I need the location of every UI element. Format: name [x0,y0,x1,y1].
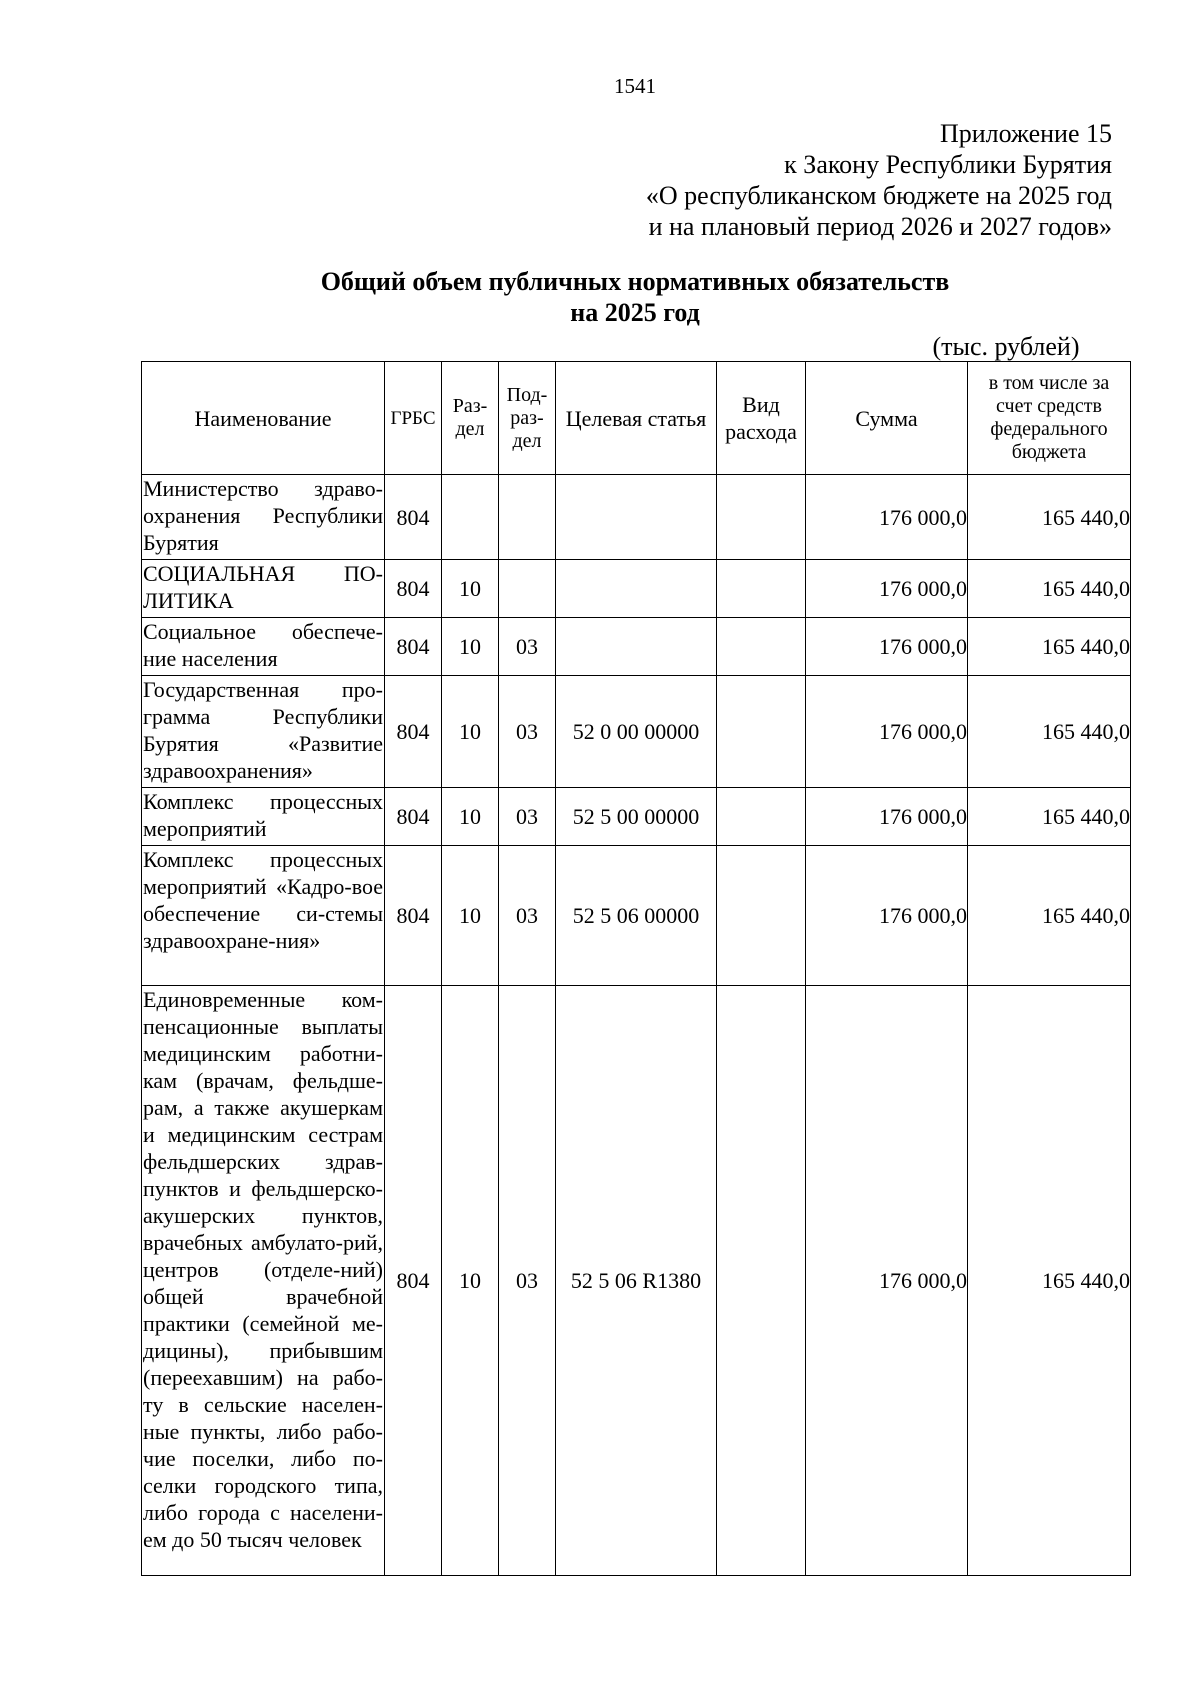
cell-sum: 176 000,0 [806,986,968,1576]
table-row [142,618,1131,676]
cell-razdel: 10 [442,986,499,1576]
cell-vid [717,560,806,618]
appendix-line-4: и на плановый период 2026 и 2027 годов» [648,212,1112,241]
table-header-row [142,362,1131,475]
cell-sum: 176 000,0 [806,846,968,986]
header-sum: Сумма [806,362,968,475]
table-row [142,560,1131,618]
cell-sum: 176 000,0 [806,676,968,788]
cell-grbs: 804 [385,846,442,986]
page-number: 1541 [614,74,656,98]
cell-grbs: 804 [385,986,442,1576]
cell-vid [717,475,806,560]
appendix-line-3: «О республиканском бюджете на 2025 год [645,181,1112,210]
cell-name: Социальное обеспече-ние населения [142,618,385,676]
cell-vid [717,788,806,846]
header-target: Целевая статья [556,362,717,475]
obligations-table [141,361,1131,1576]
table-row [142,846,1131,986]
header-federal: в том числе за счет средств федерального бюджета [968,362,1131,475]
cell-podrazdel: 03 [499,676,556,788]
cell-vid [717,676,806,788]
cell-razdel: 10 [442,560,499,618]
cell-vid [717,986,806,1576]
cell-podrazdel [499,475,556,560]
cell-target: 52 5 06 00000 [556,846,717,986]
cell-target [556,560,717,618]
header-razdel: Раз- дел [442,362,499,475]
cell-razdel [442,475,499,560]
cell-sum: 176 000,0 [806,788,968,846]
header-name: Наименование [142,362,385,475]
cell-podrazdel: 03 [499,986,556,1576]
cell-federal: 165 440,0 [968,475,1131,560]
cell-name: СОЦИАЛЬНАЯ ПО-ЛИТИКА [142,560,385,618]
cell-vid [717,618,806,676]
table-row [142,986,1131,1576]
title-line-1: Общий объем публичных нормативных обязательств [320,267,950,296]
cell-grbs: 804 [385,676,442,788]
cell-grbs: 804 [385,618,442,676]
units-note: (тыс. рублей) [932,332,1080,361]
cell-razdel: 10 [442,676,499,788]
cell-podrazdel: 03 [499,618,556,676]
cell-grbs: 804 [385,788,442,846]
cell-podrazdel: 03 [499,846,556,986]
cell-federal: 165 440,0 [968,560,1131,618]
cell-name: Единовременные ком-пенсационные выплаты медицинским работни-кам (врачам, фельдше-рам, а также акушеркам и медицинским сестрам фельдшерских здрав-пунктов и фельдшерско-акушерских пунктов, врачебных амбулато-рий, центров (отделе-ний) общей врачебной практики (семейной ме-дицины), прибывшим (переехавшим) на рабо-ту в сельские населен-ные пункты, либо рабо-чие поселки, либо по-селки городского типа, либо города с населени-ем до 50 тысяч человек [142,986,385,1576]
cell-razdel: 10 [442,618,499,676]
cell-target: 52 5 00 00000 [556,788,717,846]
cell-federal: 165 440,0 [968,618,1131,676]
cell-vid [717,846,806,986]
cell-sum: 176 000,0 [806,475,968,560]
header-grbs: ГРБС [385,362,442,475]
cell-name: Государственная про-грамма Республики Бурятия «Развитие здравоохранения» [142,676,385,788]
cell-grbs: 804 [385,475,442,560]
cell-name: Комплекс процессных мероприятий «Кадро-вое обеспечение си-стемы здравоохране-ния» [142,846,385,986]
cell-sum: 176 000,0 [806,618,968,676]
header-podrazdel: Под- раз- дел [499,362,556,475]
appendix-line-2: к Закону Республики Бурятия [784,150,1112,179]
table-row [142,788,1131,846]
cell-sum: 176 000,0 [806,560,968,618]
appendix-line-1: Приложение 15 [939,119,1112,148]
cell-target [556,475,717,560]
title-line-2: на 2025 год [570,298,700,327]
cell-name: Комплекс процессных мероприятий [142,788,385,846]
table-row [142,475,1131,560]
cell-target: 52 0 00 00000 [556,676,717,788]
cell-target [556,618,717,676]
cell-podrazdel [499,560,556,618]
cell-federal: 165 440,0 [968,788,1131,846]
cell-grbs: 804 [385,560,442,618]
table-row [142,676,1131,788]
header-vid: Вид расхода [717,362,806,475]
cell-federal: 165 440,0 [968,676,1131,788]
document-title [0,266,1200,328]
cell-federal: 165 440,0 [968,846,1131,986]
cell-target: 52 5 06 R1380 [556,986,717,1576]
cell-razdel: 10 [442,846,499,986]
appendix-header [646,118,1112,242]
cell-razdel: 10 [442,788,499,846]
cell-name: Министерство здраво-охранения Республики Бурятия [142,475,385,560]
cell-federal: 165 440,0 [968,986,1131,1576]
cell-podrazdel: 03 [499,788,556,846]
